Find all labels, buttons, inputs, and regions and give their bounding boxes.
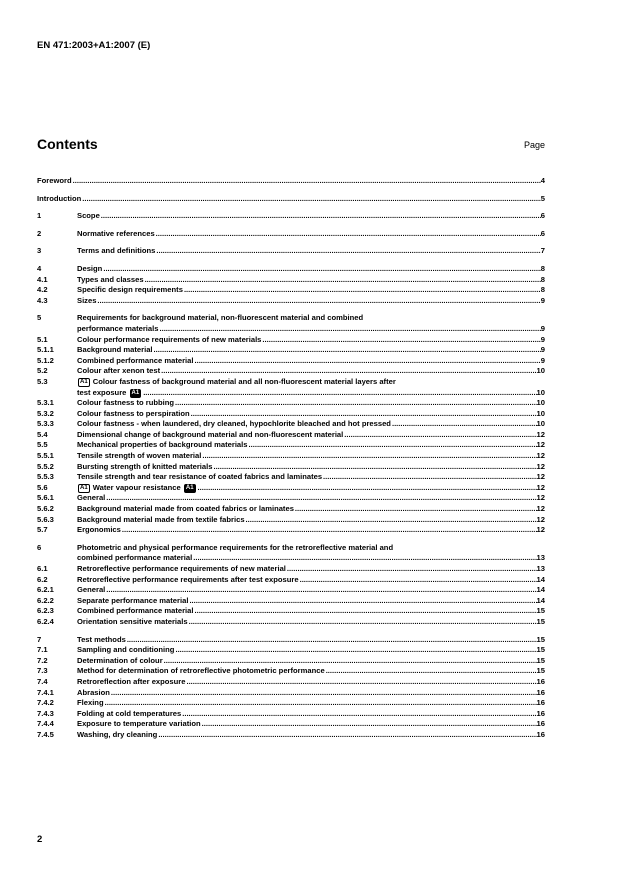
toc-entry-page: 16: [536, 708, 545, 718]
toc-entry-title-text: Method for determination of retroreflective photometric performance: [77, 666, 325, 676]
toc-entry-number: 1: [37, 211, 42, 221]
toc-entry[interactable]: [37, 730, 545, 741]
toc-entry-number: 7.1: [37, 645, 48, 655]
toc-entry-title: [77, 635, 126, 646]
toc-leader-dots: [193, 553, 536, 564]
toc-entry-title: [77, 719, 201, 730]
toc-entry-page: 10: [536, 387, 545, 397]
toc-entry-title-text: Retroreflective performance requirements after test exposure: [77, 574, 299, 584]
toc-entry-page: 12: [536, 429, 545, 439]
toc-entry-title: [77, 264, 102, 275]
toc-entry-title-text: Normative references: [77, 228, 155, 238]
toc-entry-title-text: test exposure: [77, 387, 127, 397]
toc-leader-dots: [154, 345, 541, 356]
toc-entry[interactable]: [37, 440, 545, 451]
toc-entry-number: 5.3.2: [37, 408, 54, 418]
toc-entry-page: 14: [536, 585, 545, 595]
toc-leader-dots: [194, 356, 540, 367]
toc-entry-title: [77, 698, 104, 709]
toc-entry[interactable]: [37, 296, 545, 307]
toc-entry-number: 5.1: [37, 334, 48, 344]
toc-entry-title: [77, 462, 212, 473]
toc-entry[interactable]: [37, 194, 545, 205]
toc-entry-title-text: Determination of colour: [77, 655, 163, 665]
toc-entry[interactable]: [37, 564, 545, 575]
toc-entry-title: [77, 504, 294, 515]
toc-entry-title: [77, 596, 188, 607]
toc-entry[interactable]: [37, 335, 545, 346]
toc-entry-title-text: Colour fastness to perspiration: [77, 408, 190, 418]
toc-entry-number: 3: [37, 246, 42, 256]
toc-leader-dots: [249, 440, 537, 451]
toc-leader-dots: [106, 493, 536, 504]
toc-entry[interactable]: [37, 606, 545, 617]
toc-entry-title-text: Dimensional change of background material and non-fluorescent material: [77, 429, 344, 439]
toc-entry-number: 7.2: [37, 655, 48, 665]
toc-entry-number: 5.1.2: [37, 355, 54, 365]
toc-entry-page: 13: [536, 553, 545, 563]
toc-entry-number: 5: [37, 313, 42, 323]
toc-entry-page: 9: [540, 355, 545, 365]
toc-entry-page: 12: [536, 472, 545, 482]
toc-entry-number: 7.3: [37, 666, 48, 676]
toc-entry-title-text: Tensile strength of woven material: [77, 451, 202, 461]
toc-leader-dots: [73, 176, 541, 187]
toc-entry[interactable]: [37, 211, 545, 222]
toc-entry-title: [77, 677, 185, 688]
toc-leader-dots: [184, 285, 541, 296]
toc-entry-title: [77, 430, 343, 441]
toc-entry-page: 8: [540, 285, 545, 295]
toc-entry-number: 4.3: [37, 295, 48, 305]
toc-entry-number: 4.1: [37, 274, 48, 284]
toc-entry-title-text: Terms and definitions: [77, 246, 156, 256]
toc-entry-title-text: Water vapour resistance: [92, 482, 181, 492]
toc-entry[interactable]: [37, 430, 545, 441]
toc-leader-dots: [175, 398, 537, 409]
toc-entry[interactable]: [37, 493, 545, 504]
toc-entry-title-text: Background material: [77, 345, 153, 355]
amendment-start-marker: A1: [80, 484, 88, 491]
toc-entry[interactable]: [37, 483, 545, 494]
toc-entry[interactable]: [37, 698, 545, 709]
toc-entry[interactable]: [37, 677, 545, 688]
toc-entry-number: 4: [37, 263, 42, 273]
toc-leader-dots: [189, 617, 537, 628]
document-header: EN 471:2003+A1:2007 (E): [37, 40, 151, 51]
toc-entry-number: 7.4: [37, 676, 48, 686]
toc-entry-number: 5.6.1: [37, 493, 54, 503]
toc-entry-page: 12: [536, 493, 545, 503]
toc-leader-dots: [344, 430, 536, 441]
toc-entry-page: 8: [540, 263, 545, 273]
contents-title: Contents: [37, 136, 98, 152]
amendment-start-marker: A1: [80, 378, 88, 385]
toc-entry-page: 12: [536, 504, 545, 514]
toc-entry-page: 10: [536, 366, 545, 376]
toc-leader-dots: [300, 575, 537, 586]
toc-entry-title: [77, 409, 190, 420]
toc-entry-title: [77, 645, 174, 656]
toc-entry[interactable]: [37, 409, 545, 420]
toc-entry-title-text: Retroreflection after exposure: [77, 676, 186, 686]
toc-entry-title: [77, 366, 160, 377]
toc-entry-title-text: Background material made from coated fabrics or laminates: [77, 504, 294, 514]
toc-entry-title-text: Mechanical properties of background materials: [77, 440, 248, 450]
toc-entry-title-text: Folding at cold temperatures: [77, 708, 182, 718]
toc-entry-number: 6.2.4: [37, 616, 54, 626]
toc-entry-page: 12: [536, 451, 545, 461]
toc-entry-title: [77, 440, 248, 451]
toc-entry-title-line: [77, 377, 545, 388]
toc-entry-title-text: Colour performance requirements of new materials: [77, 334, 262, 344]
toc-entry-title-text: Sampling and conditioning: [77, 645, 175, 655]
toc-entry-title: [77, 564, 286, 575]
toc-entry-number: 5.4: [37, 429, 48, 439]
toc-leader-dots: [82, 194, 540, 205]
toc-entry-title-line: [77, 543, 545, 554]
toc-entry-page: 16: [536, 676, 545, 686]
toc-leader-dots: [287, 564, 537, 575]
toc-entry-title: [77, 730, 157, 741]
toc-entry-title: [77, 525, 121, 536]
toc-entry-number: 5.3.1: [37, 398, 54, 408]
toc-leader-dots: [213, 462, 536, 473]
toc-entry-number: 5.5: [37, 440, 48, 450]
toc-entry-number: 7.4.1: [37, 687, 54, 697]
toc-entry[interactable]: [37, 419, 545, 430]
toc-entry[interactable]: [37, 275, 545, 286]
toc-entry-page: 15: [536, 616, 545, 626]
toc-leader-dots: [97, 296, 540, 307]
toc-entry-number: 4.2: [37, 285, 48, 295]
toc-entry-title: [77, 666, 325, 677]
toc-entry-page: 12: [536, 482, 545, 492]
toc-entry-number: 2: [37, 228, 42, 238]
toc-entry[interactable]: [37, 313, 545, 334]
toc-entry-title: [77, 515, 245, 526]
toc-leader-dots: [164, 656, 537, 667]
toc-leader-dots: [103, 264, 540, 275]
toc-entry-title-text: Colour fastness - when laundered, dry cleaned, hypochlorite bleached and hot pressed: [77, 419, 391, 429]
toc-entry-title-text: Background material made from textile fabrics: [77, 514, 245, 524]
toc-entry-title-text: Introduction: [37, 193, 82, 203]
toc-entry-page: 9: [540, 334, 545, 344]
toc-entry[interactable]: [37, 719, 545, 730]
toc-entry[interactable]: [37, 666, 545, 677]
toc-entry-page: 16: [536, 729, 545, 739]
toc-leader-dots: [186, 677, 536, 688]
toc-entry-page: 9: [540, 345, 545, 355]
toc-entry-number: 5.3.3: [37, 419, 54, 429]
toc-entry-title-line: [77, 313, 545, 324]
toc-entry[interactable]: [37, 246, 545, 257]
toc-entry-number: 5.3: [37, 376, 48, 386]
toc-entry-number: 6.2: [37, 574, 48, 584]
toc-entry-page: 9: [540, 323, 545, 333]
toc-leader-dots: [175, 645, 536, 656]
toc-entry-number: 5.6: [37, 482, 48, 492]
toc-entry-title-text: Flexing: [77, 698, 104, 708]
toc-entry-page: 14: [536, 595, 545, 605]
toc-entry[interactable]: [37, 462, 545, 473]
toc-leader-dots: [295, 504, 537, 515]
toc-entry[interactable]: [37, 709, 545, 720]
toc-entry-number: 5.5.2: [37, 461, 54, 471]
toc-entry-title: [77, 388, 142, 399]
toc-entry-title: [77, 335, 261, 346]
toc-leader-dots: [246, 515, 537, 526]
toc-entry-title: [77, 229, 155, 240]
toc-entry[interactable]: [37, 176, 545, 187]
toc-entry-number: 5.5.1: [37, 451, 54, 461]
toc-entry-title: [37, 194, 81, 205]
toc-entry-page: 15: [536, 634, 545, 644]
toc-entry-page: 15: [536, 666, 545, 676]
toc-entry-title-text: Test methods: [77, 634, 126, 644]
page-number: 2: [37, 834, 43, 845]
toc-entry-title-text: Combined performance material: [77, 606, 194, 616]
toc-entry-title: [77, 575, 299, 586]
toc-leader-dots: [161, 366, 536, 377]
toc-entry-page: 16: [536, 698, 545, 708]
toc-entry-page: 16: [536, 719, 545, 729]
toc-entry-title-text: General: [77, 585, 106, 595]
toc-entry-title: [77, 419, 391, 430]
page-column-label: Page: [523, 140, 545, 150]
toc-entry[interactable]: [37, 472, 545, 483]
toc-leader-dots: [326, 666, 537, 677]
toc-entry[interactable]: [37, 345, 545, 356]
toc-entry-page: 9: [540, 295, 545, 305]
toc-entry-title: [77, 345, 153, 356]
toc-leader-dots: [158, 730, 536, 741]
toc-entry-title: [77, 285, 183, 296]
toc-entry-title-part: Photometric and physical performance requirements for the retroreflective material and: [77, 542, 394, 552]
toc-entry-title: [77, 356, 193, 367]
toc-entry-title-text: Exposure to temperature variation: [77, 719, 201, 729]
toc-entry-title-text: Orientation sensitive materials: [77, 616, 188, 626]
toc-entry-number: 5.2: [37, 366, 48, 376]
toc-entry-title: [77, 585, 105, 596]
toc-entry[interactable]: [37, 377, 545, 398]
toc-entry-title-text: Sizes: [77, 295, 97, 305]
toc-entry[interactable]: [37, 656, 545, 667]
toc-leader-dots: [194, 606, 536, 617]
toc-entry-title-text: Tensile strength and tear resistance of coated fabrics and laminates: [77, 472, 323, 482]
toc-entry-title: [77, 451, 201, 462]
toc-entry-title-text: General: [77, 493, 106, 503]
toc-leader-dots: [202, 719, 537, 730]
toc-leader-dots: [159, 324, 540, 335]
toc-entry-page: 12: [536, 440, 545, 450]
toc-entry-title: [77, 493, 105, 504]
toc-entry-page: 13: [536, 564, 545, 573]
toc-entry-page: 14: [536, 574, 545, 584]
toc-entry-number: 6.2.1: [37, 585, 54, 595]
toc-entry-title-text: Colour after xenon test: [77, 366, 161, 376]
toc-entry-page: 10: [536, 408, 545, 418]
toc-entry-title: [77, 211, 100, 222]
amendment-end-marker: A1: [131, 389, 140, 396]
toc-entry-title: [77, 275, 144, 286]
toc-entry[interactable]: [37, 525, 545, 536]
toc-entry-title: [77, 296, 96, 307]
toc-entry-number: 7.4.5: [37, 729, 54, 739]
toc-entry-title-text: Bursting strength of knitted materials: [77, 461, 213, 471]
toc-entry-page: 10: [536, 419, 545, 429]
toc-entry-page: 12: [536, 514, 545, 524]
toc-leader-dots: [156, 229, 541, 240]
toc-entry-page: 4: [540, 176, 545, 185]
toc-entry-title: [77, 246, 155, 257]
toc-entry-page: 10: [536, 398, 545, 408]
toc-entry-page: 15: [536, 606, 545, 616]
toc-entry[interactable]: [37, 596, 545, 607]
toc-entry-title: [77, 656, 163, 667]
toc-entry-page: 7: [540, 246, 545, 256]
toc-entry-page: 5: [540, 193, 545, 203]
toc-leader-dots: [106, 585, 536, 596]
toc-entry-number: 5.6.3: [37, 514, 54, 524]
toc-entry[interactable]: [37, 585, 545, 596]
toc-leader-dots: [202, 451, 536, 462]
toc-entry[interactable]: [37, 543, 545, 564]
toc-entry-title: [37, 176, 72, 187]
toc-entry[interactable]: [37, 398, 545, 409]
toc-entry-title-text: Abrasion: [77, 687, 110, 697]
toc-leader-dots: [198, 483, 537, 494]
toc-entry[interactable]: [37, 451, 545, 462]
toc-entry[interactable]: [37, 645, 545, 656]
toc-leader-dots: [156, 246, 540, 257]
toc-entry[interactable]: [37, 688, 545, 699]
toc-entry-title: [77, 606, 193, 617]
toc-entry-title-part: Requirements for background material, non-fluorescent material and combined: [77, 313, 364, 323]
toc-entry-page: 8: [540, 274, 545, 284]
toc-entry[interactable]: [37, 229, 545, 240]
toc-entry-title-text: Types and classes: [77, 274, 144, 284]
toc-entry-title-text: Separate performance material: [77, 595, 189, 605]
toc-entry-number: 7: [37, 634, 42, 644]
toc-entry-number: 5.5.3: [37, 472, 54, 482]
toc-leader-dots: [143, 388, 536, 399]
toc-entry-number: 6.1: [37, 564, 48, 573]
toc-entry[interactable]: [37, 575, 545, 586]
toc-entry-title-text: Foreword: [37, 176, 72, 185]
toc-entry[interactable]: [37, 635, 545, 646]
toc-entry-title-text: combined performance material: [77, 553, 193, 563]
toc-entry-title-text: Scope: [77, 211, 100, 221]
toc-entry-number: 7.4.4: [37, 719, 54, 729]
toc-entry-number: 7.4.3: [37, 708, 54, 718]
toc-entry-title: [77, 709, 181, 720]
toc-leader-dots: [262, 335, 540, 346]
toc-entry-page: 15: [536, 645, 545, 655]
toc-entry-number: 6.2.3: [37, 606, 54, 616]
toc-entry-page: 16: [536, 687, 545, 697]
toc-entry-number: 7.4.2: [37, 698, 54, 708]
toc-entry-title-text: Colour fastness to rubbing: [77, 398, 175, 408]
toc-entry-number: 6: [37, 542, 42, 552]
toc-entry[interactable]: [37, 366, 545, 377]
toc-entry[interactable]: [37, 504, 545, 515]
toc-leader-dots: [191, 409, 537, 420]
toc-entry-title-text: Washing, dry cleaning: [77, 729, 158, 739]
toc-leader-dots: [122, 525, 537, 536]
toc-entry-title-text: Design: [77, 263, 103, 273]
toc-entry-title-text: Ergonomics: [77, 525, 121, 535]
toc-leader-dots: [101, 211, 541, 222]
toc-entry-page: 15: [536, 655, 545, 665]
toc-entry[interactable]: [37, 356, 545, 367]
toc-entry[interactable]: [37, 285, 545, 296]
toc-leader-dots: [127, 635, 537, 646]
toc-entry-number: 5.6.2: [37, 504, 54, 514]
toc-leader-dots: [392, 419, 537, 430]
toc-entry[interactable]: [37, 515, 545, 526]
toc-entry-title: [77, 617, 188, 628]
toc-entry-page: 12: [536, 525, 545, 535]
toc-entry-title-text: Retroreflective performance requirements of new material: [77, 564, 286, 573]
table-of-contents: [37, 176, 545, 741]
toc-entry-title: [77, 472, 322, 483]
toc-leader-dots: [111, 688, 537, 699]
toc-entry-page: 12: [536, 461, 545, 471]
toc-leader-dots: [145, 275, 541, 286]
toc-leader-dots: [182, 709, 536, 720]
toc-entry[interactable]: [37, 617, 545, 628]
toc-entry-title: [77, 398, 174, 409]
toc-entry[interactable]: [37, 264, 545, 275]
toc-entry-title-text: Specific design requirements: [77, 285, 183, 295]
amendment-end-marker: A1: [185, 484, 194, 491]
toc-entry-page: 6: [540, 211, 545, 221]
toc-entry-title-text: performance materials: [77, 323, 159, 333]
toc-entry-title-text: Combined performance material: [77, 355, 194, 365]
toc-entry-title-part: Colour fastness of background material and all non-fluorescent material layers after: [92, 376, 396, 386]
toc-entry-number: 6.2.2: [37, 595, 54, 605]
toc-entry-page: 6: [540, 228, 545, 238]
toc-leader-dots: [323, 472, 537, 483]
toc-leader-dots: [105, 698, 537, 709]
toc-entry-title: [77, 688, 110, 699]
toc-entry-number: 5.1.1: [37, 345, 54, 355]
toc-leader-dots: [189, 596, 536, 607]
toc-entry-title: [77, 553, 192, 564]
toc-entry-number: 5.7: [37, 525, 48, 535]
toc-entry-title: [77, 324, 158, 335]
toc-entry-title: [77, 483, 197, 494]
